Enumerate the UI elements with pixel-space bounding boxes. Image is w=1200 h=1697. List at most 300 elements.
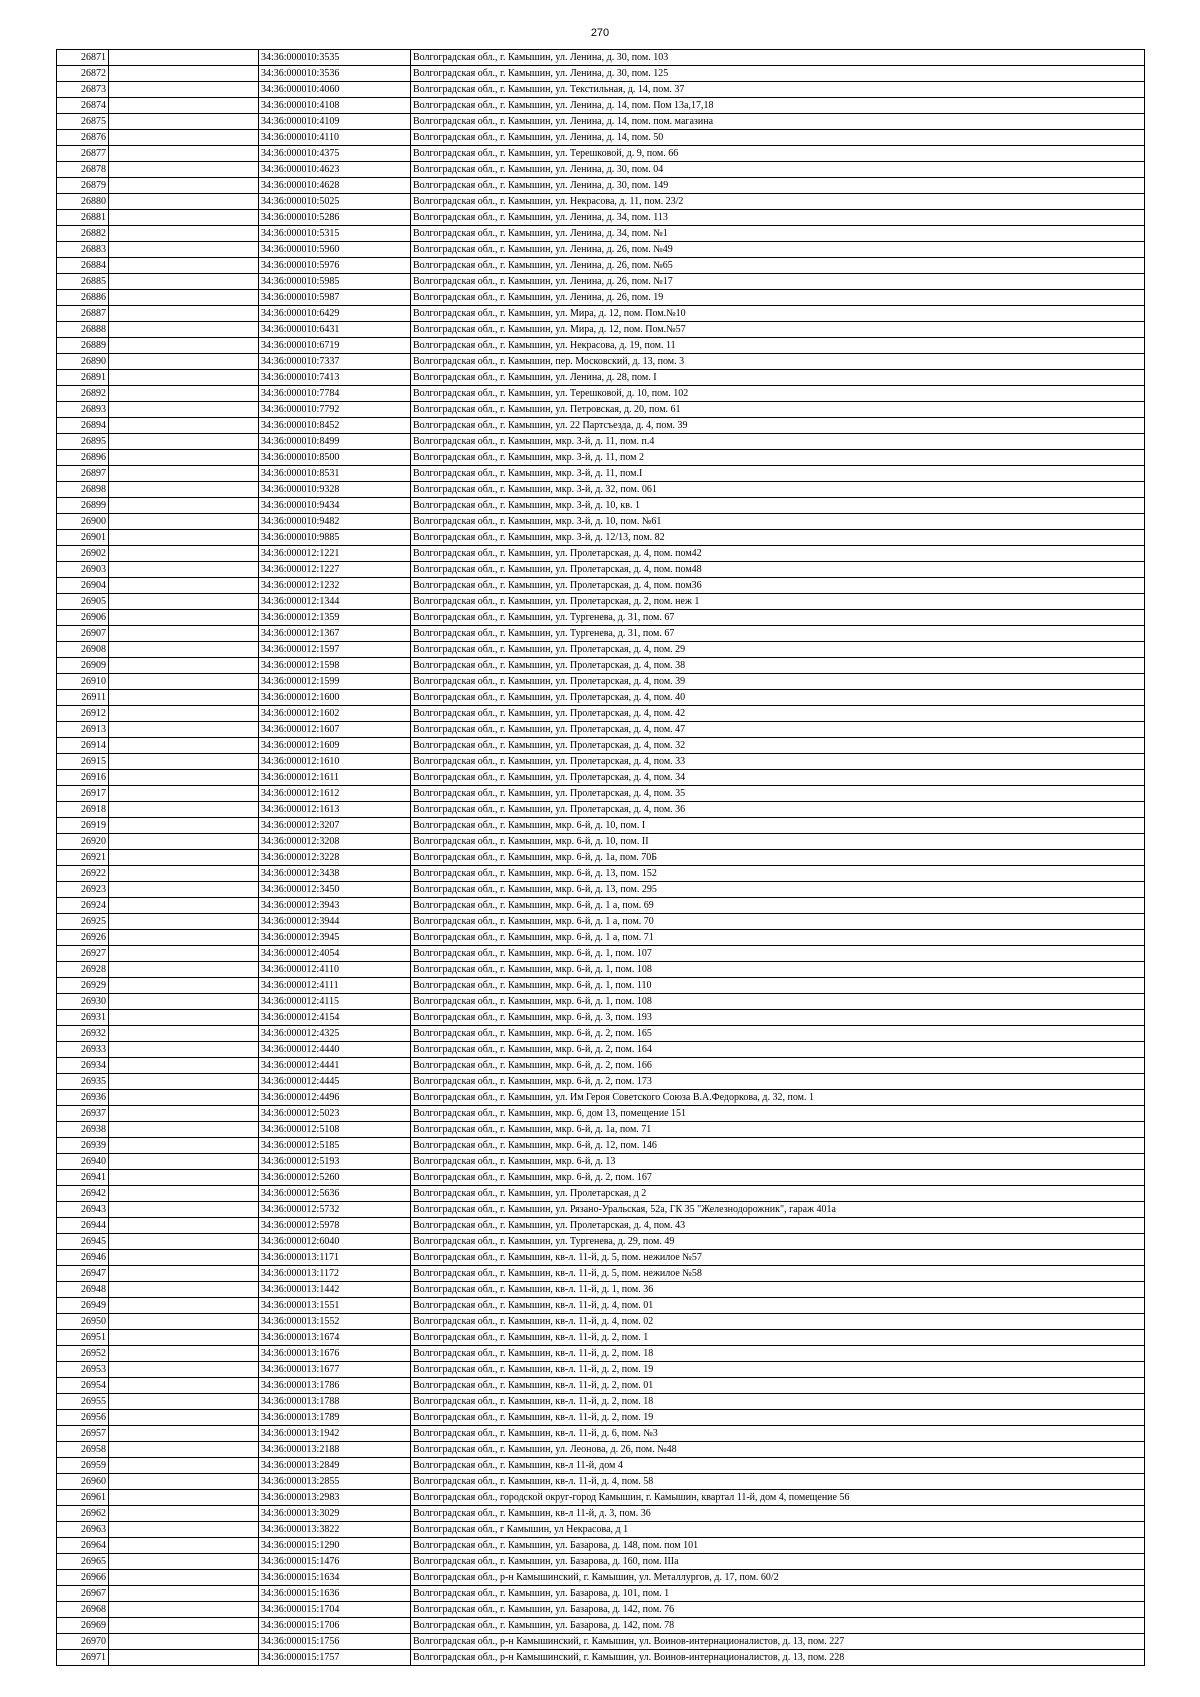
empty-cell (109, 1586, 259, 1602)
row-number-cell: 26940 (57, 1154, 109, 1170)
row-number-cell: 26928 (57, 962, 109, 978)
row-number-cell: 26966 (57, 1570, 109, 1586)
cadastral-number-cell: 34:36:000012:3208 (259, 834, 411, 850)
row-number-cell: 26934 (57, 1058, 109, 1074)
table-row (57, 850, 1145, 866)
row-number-cell: 26933 (57, 1042, 109, 1058)
table-row (57, 1570, 1145, 1586)
address-cell: Волгоградская обл., г. Камышин, ул. Ленина, д. 30, пом. 125 (411, 66, 1145, 82)
cadastral-number-cell: 34:36:000012:1609 (259, 738, 411, 754)
row-number-cell: 26874 (57, 98, 109, 114)
row-number-cell: 26947 (57, 1266, 109, 1282)
table-body (57, 50, 1145, 1666)
table-row (57, 226, 1145, 242)
table-row (57, 1122, 1145, 1138)
row-number-cell: 26899 (57, 498, 109, 514)
empty-cell (109, 930, 259, 946)
row-number-cell: 26951 (57, 1330, 109, 1346)
cadastral-number-cell: 34:36:000012:5185 (259, 1138, 411, 1154)
table-row (57, 834, 1145, 850)
cadastral-number-cell: 34:36:000010:4628 (259, 178, 411, 194)
table-row (57, 722, 1145, 738)
cadastral-number-cell: 34:36:000012:1232 (259, 578, 411, 594)
cadastral-number-cell: 34:36:000012:1607 (259, 722, 411, 738)
address-cell: Волгоградская обл., г. Камышин, ул. Ленина, д. 14, пом. 50 (411, 130, 1145, 146)
table-row (57, 1538, 1145, 1554)
address-cell: Волгоградская обл., г. Камышин, ул. Петровская, д. 20, пом. 61 (411, 402, 1145, 418)
row-number-cell: 26962 (57, 1506, 109, 1522)
empty-cell (109, 1282, 259, 1298)
address-cell: Волгоградская обл., г. Камышин, кв-л. 11-й, д. 2, пом. 01 (411, 1378, 1145, 1394)
address-cell: Волгоградская обл., г. Камышин, ул. Пролетарская, д. 4, пом. 36 (411, 802, 1145, 818)
empty-cell (109, 354, 259, 370)
empty-cell (109, 978, 259, 994)
property-registry-table (56, 49, 1145, 1666)
address-cell: Волгоградская обл., г. Камышин, ул. Пролетарская, д. 4, пом. 38 (411, 658, 1145, 674)
address-cell: Волгоградская обл., г. Камышин, ул. Мира, д. 12, пом. Пом.№57 (411, 322, 1145, 338)
cadastral-number-cell: 34:36:000012:3438 (259, 866, 411, 882)
table-row (57, 1250, 1145, 1266)
address-cell: Волгоградская обл., г. Камышин, ул. Тургенева, д. 31, пом. 67 (411, 626, 1145, 642)
row-number-cell: 26880 (57, 194, 109, 210)
table-row (57, 1602, 1145, 1618)
empty-cell (109, 866, 259, 882)
address-cell: Волгоградская обл., г. Камышин, ул. Базарова, д. 148, пом. пом 101 (411, 1538, 1145, 1554)
cadastral-number-cell: 34:36:000012:1610 (259, 754, 411, 770)
cadastral-number-cell: 34:36:000013:2188 (259, 1442, 411, 1458)
table-row (57, 178, 1145, 194)
address-cell: Волгоградская обл., г. Камышин, ул. Тургенева, д. 29, пом. 49 (411, 1234, 1145, 1250)
empty-cell (109, 146, 259, 162)
row-number-cell: 26929 (57, 978, 109, 994)
table-row (57, 114, 1145, 130)
address-cell: Волгоградская обл., г. Камышин, ул. Терешковой, д. 10, пом. 102 (411, 386, 1145, 402)
row-number-cell: 26965 (57, 1554, 109, 1570)
row-number-cell: 26961 (57, 1490, 109, 1506)
row-number-cell: 26969 (57, 1618, 109, 1634)
table-row (57, 610, 1145, 626)
address-cell: Волгоградская обл., городской округ-город Камышин, г. Камышин, квартал 11-й, дом 4, помещение 56 (411, 1490, 1145, 1506)
row-number-cell: 26932 (57, 1026, 109, 1042)
cadastral-number-cell: 34:36:000010:8452 (259, 418, 411, 434)
cadastral-number-cell: 34:36:000012:4440 (259, 1042, 411, 1058)
address-cell: Волгоградская обл., г. Камышин, ул. Ленина, д. 30, пом. 103 (411, 50, 1145, 66)
address-cell: Волгоградская обл., г. Камышин, кв-л. 11-й, д. 2, пом. 18 (411, 1346, 1145, 1362)
cadastral-number-cell: 34:36:000015:1706 (259, 1618, 411, 1634)
address-cell: Волгоградская обл., г. Камышин, ул. Ленина, д. 30, пом. 149 (411, 178, 1145, 194)
cadastral-number-cell: 34:36:000010:9885 (259, 530, 411, 546)
table-row (57, 1490, 1145, 1506)
empty-cell (109, 578, 259, 594)
empty-cell (109, 370, 259, 386)
row-number-cell: 26872 (57, 66, 109, 82)
empty-cell (109, 594, 259, 610)
cadastral-number-cell: 34:36:000010:5985 (259, 274, 411, 290)
table-row (57, 946, 1145, 962)
row-number-cell: 26959 (57, 1458, 109, 1474)
table-row (57, 1618, 1145, 1634)
address-cell: Волгоградская обл., г. Камышин, мкр. 6-й, д. 1, пом. 110 (411, 978, 1145, 994)
cadastral-number-cell: 34:36:000013:1789 (259, 1410, 411, 1426)
address-cell: Волгоградская обл., г. Камышин, мкр. 3-й, д. 10, кв. 1 (411, 498, 1145, 514)
address-cell: Волгоградская обл., г Камышин, ул Некрасова, д 1 (411, 1522, 1145, 1538)
row-number-cell: 26873 (57, 82, 109, 98)
cadastral-number-cell: 34:36:000012:4111 (259, 978, 411, 994)
cadastral-number-cell: 34:36:000012:4441 (259, 1058, 411, 1074)
row-number-cell: 26920 (57, 834, 109, 850)
empty-cell (109, 402, 259, 418)
address-cell: Волгоградская обл., г. Камышин, ул. Ленина, д. 26, пом. №49 (411, 242, 1145, 258)
row-number-cell: 26893 (57, 402, 109, 418)
empty-cell (109, 1314, 259, 1330)
empty-cell (109, 1074, 259, 1090)
table-row (57, 66, 1145, 82)
address-cell: Волгоградская обл., г. Камышин, кв-л. 11-й, д. 2, пом. 19 (411, 1410, 1145, 1426)
table-row (57, 914, 1145, 930)
cadastral-number-cell: 34:36:000010:4108 (259, 98, 411, 114)
empty-cell (109, 1250, 259, 1266)
address-cell: Волгоградская обл., г. Камышин, мкр. 3-й, д. 32, пом. 061 (411, 482, 1145, 498)
address-cell: Волгоградская обл., г. Камышин, ул. Пролетарская, д. 4, пом. 42 (411, 706, 1145, 722)
row-number-cell: 26879 (57, 178, 109, 194)
cadastral-number-cell: 34:36:000012:4110 (259, 962, 411, 978)
cadastral-number-cell: 34:36:000015:1756 (259, 1634, 411, 1650)
empty-cell (109, 1634, 259, 1650)
table-row (57, 1170, 1145, 1186)
address-cell: Волгоградская обл., г. Камышин, кв-л. 11-й, д. 5, пом. нежилое №57 (411, 1250, 1145, 1266)
table-row (57, 1042, 1145, 1058)
address-cell: Волгоградская обл., г. Камышин, мкр. 6-й, д. 3, пом. 193 (411, 1010, 1145, 1026)
row-number-cell: 26909 (57, 658, 109, 674)
address-cell: Волгоградская обл., г. Камышин, ул. Ленина, д. 34, пом. №1 (411, 226, 1145, 242)
cadastral-number-cell: 34:36:000012:5978 (259, 1218, 411, 1234)
row-number-cell: 26912 (57, 706, 109, 722)
cadastral-number-cell: 34:36:000012:3450 (259, 882, 411, 898)
empty-cell (109, 1218, 259, 1234)
table-row (57, 706, 1145, 722)
table-row (57, 866, 1145, 882)
address-cell: Волгоградская обл., г. Камышин, кв-л. 11-й, д. 2, пом. 18 (411, 1394, 1145, 1410)
row-number-cell: 26970 (57, 1634, 109, 1650)
table-row (57, 98, 1145, 114)
cadastral-number-cell: 34:36:000015:1704 (259, 1602, 411, 1618)
row-number-cell: 26914 (57, 738, 109, 754)
address-cell: Волгоградская обл., г. Камышин, мкр. 6-й, д. 1, пом. 108 (411, 994, 1145, 1010)
cadastral-number-cell: 34:36:000012:3943 (259, 898, 411, 914)
table-row (57, 1074, 1145, 1090)
row-number-cell: 26925 (57, 914, 109, 930)
cadastral-number-cell: 34:36:000010:5025 (259, 194, 411, 210)
empty-cell (109, 1410, 259, 1426)
address-cell: Волгоградская обл., г. Камышин, ул. Пролетарская, д. 4, пом. 40 (411, 690, 1145, 706)
cadastral-number-cell: 34:36:000013:1172 (259, 1266, 411, 1282)
empty-cell (109, 242, 259, 258)
empty-cell (109, 754, 259, 770)
table-row (57, 482, 1145, 498)
row-number-cell: 26926 (57, 930, 109, 946)
cadastral-number-cell: 34:36:000012:5193 (259, 1154, 411, 1170)
table-row (57, 402, 1145, 418)
table-row (57, 1346, 1145, 1362)
address-cell: Волгоградская обл., г. Камышин, ул. Пролетарская, д 2 (411, 1186, 1145, 1202)
cadastral-number-cell: 34:36:000010:7784 (259, 386, 411, 402)
empty-cell (109, 114, 259, 130)
address-cell: Волгоградская обл., г. Камышин, кв-л. 11-й, д. 4, пом. 02 (411, 1314, 1145, 1330)
table-row (57, 322, 1145, 338)
empty-cell (109, 82, 259, 98)
table-row (57, 1442, 1145, 1458)
row-number-cell: 26901 (57, 530, 109, 546)
address-cell: Волгоградская обл., г. Камышин, мкр. 6-й, д. 1а, пом. 70Б (411, 850, 1145, 866)
row-number-cell: 26964 (57, 1538, 109, 1554)
empty-cell (109, 514, 259, 530)
cadastral-number-cell: 34:36:000013:1788 (259, 1394, 411, 1410)
row-number-cell: 26948 (57, 1282, 109, 1298)
table-row (57, 594, 1145, 610)
table-row (57, 930, 1145, 946)
cadastral-number-cell: 34:36:000015:1634 (259, 1570, 411, 1586)
empty-cell (109, 658, 259, 674)
table-row (57, 546, 1145, 562)
row-number-cell: 26919 (57, 818, 109, 834)
row-number-cell: 26924 (57, 898, 109, 914)
row-number-cell: 26941 (57, 1170, 109, 1186)
row-number-cell: 26967 (57, 1586, 109, 1602)
table-row (57, 498, 1145, 514)
table-row (57, 450, 1145, 466)
table-row (57, 1058, 1145, 1074)
table-row (57, 1186, 1145, 1202)
table-row (57, 818, 1145, 834)
row-number-cell: 26955 (57, 1394, 109, 1410)
row-number-cell: 26944 (57, 1218, 109, 1234)
cadastral-number-cell: 34:36:000010:7413 (259, 370, 411, 386)
cadastral-number-cell: 34:36:000012:4445 (259, 1074, 411, 1090)
row-number-cell: 26931 (57, 1010, 109, 1026)
empty-cell (109, 914, 259, 930)
address-cell: Волгоградская обл., г. Камышин, мкр. 6-й, д. 13 (411, 1154, 1145, 1170)
cadastral-number-cell: 34:36:000015:1757 (259, 1650, 411, 1666)
address-cell: Волгоградская обл., г. Камышин, мкр. 6-й, д. 13, пом. 295 (411, 882, 1145, 898)
table-row (57, 1554, 1145, 1570)
row-number-cell: 26891 (57, 370, 109, 386)
cadastral-number-cell: 34:36:000010:4375 (259, 146, 411, 162)
empty-cell (109, 962, 259, 978)
table-row (57, 338, 1145, 354)
table-row (57, 1650, 1145, 1666)
address-cell: Волгоградская обл., г. Камышин, мкр. 6-й, д. 1 а, пом. 69 (411, 898, 1145, 914)
empty-cell (109, 834, 259, 850)
cadastral-number-cell: 34:36:000010:8499 (259, 434, 411, 450)
table-row (57, 1154, 1145, 1170)
row-number-cell: 26949 (57, 1298, 109, 1314)
address-cell: Волгоградская обл., г. Камышин, мкр. 6-й, д. 12, пом. 146 (411, 1138, 1145, 1154)
cadastral-number-cell: 34:36:000012:5732 (259, 1202, 411, 1218)
table-row (57, 194, 1145, 210)
address-cell: Волгоградская обл., г. Камышин, ул. Пролетарская, д. 4, пом. 35 (411, 786, 1145, 802)
table-row (57, 530, 1145, 546)
table-row (57, 1634, 1145, 1650)
table-row (57, 1266, 1145, 1282)
empty-cell (109, 770, 259, 786)
row-number-cell: 26877 (57, 146, 109, 162)
table-row (57, 418, 1145, 434)
empty-cell (109, 1554, 259, 1570)
table-row (57, 1458, 1145, 1474)
cadastral-number-cell: 34:36:000012:1598 (259, 658, 411, 674)
row-number-cell: 26916 (57, 770, 109, 786)
address-cell: Волгоградская обл., р-н Камышинский, г. Камышин, ул. Металлургов, д. 17, пом. 60/2 (411, 1570, 1145, 1586)
table-row (57, 1474, 1145, 1490)
empty-cell (109, 1378, 259, 1394)
row-number-cell: 26905 (57, 594, 109, 610)
cadastral-number-cell: 34:36:000015:1290 (259, 1538, 411, 1554)
cadastral-number-cell: 34:36:000010:5976 (259, 258, 411, 274)
empty-cell (109, 818, 259, 834)
empty-cell (109, 1298, 259, 1314)
address-cell: Волгоградская обл., г. Камышин, мкр. 6-й, д. 2, пом. 167 (411, 1170, 1145, 1186)
page-number: 270 (590, 27, 610, 39)
empty-cell (109, 898, 259, 914)
row-number-cell: 26881 (57, 210, 109, 226)
table-row (57, 210, 1145, 226)
address-cell: Волгоградская обл., г. Камышин, ул. Пролетарская, д. 4, пом. пом48 (411, 562, 1145, 578)
empty-cell (109, 722, 259, 738)
empty-cell (109, 1474, 259, 1490)
empty-cell (109, 1330, 259, 1346)
cadastral-number-cell: 34:36:000013:2983 (259, 1490, 411, 1506)
row-number-cell: 26956 (57, 1410, 109, 1426)
empty-cell (109, 1458, 259, 1474)
row-number-cell: 26871 (57, 50, 109, 66)
cadastral-number-cell: 34:36:000010:6429 (259, 306, 411, 322)
row-number-cell: 26936 (57, 1090, 109, 1106)
cadastral-number-cell: 34:36:000012:1597 (259, 642, 411, 658)
table-row (57, 1410, 1145, 1426)
row-number-cell: 26939 (57, 1138, 109, 1154)
address-cell: Волгоградская обл., г. Камышин, мкр. 3-й, д. 11, пом.I (411, 466, 1145, 482)
address-cell: Волгоградская обл., г. Камышин, ул. Терешковой, д. 9, пом. 66 (411, 146, 1145, 162)
table-row (57, 1586, 1145, 1602)
empty-cell (109, 258, 259, 274)
address-cell: Волгоградская обл., г. Камышин, ул. Базарова, д. 142, пом. 76 (411, 1602, 1145, 1618)
cadastral-number-cell: 34:36:000012:3228 (259, 850, 411, 866)
row-number-cell: 26906 (57, 610, 109, 626)
address-cell: Волгоградская обл., г. Камышин, мкр. 6-й, д. 10, пом. II (411, 834, 1145, 850)
empty-cell (109, 1138, 259, 1154)
address-cell: Волгоградская обл., г. Камышин, ул. Ленина, д. 30, пом. 04 (411, 162, 1145, 178)
empty-cell (109, 1602, 259, 1618)
empty-cell (109, 178, 259, 194)
empty-cell (109, 338, 259, 354)
address-cell: Волгоградская обл., г. Камышин, кв-л 11-й, д. 3, пом. 36 (411, 1506, 1145, 1522)
address-cell: Волгоградская обл., г. Камышин, ул. Пролетарская, д. 4, пом. 33 (411, 754, 1145, 770)
table-row (57, 370, 1145, 386)
table-row (57, 994, 1145, 1010)
empty-cell (109, 786, 259, 802)
empty-cell (109, 1394, 259, 1410)
table-row (57, 1106, 1145, 1122)
cadastral-number-cell: 34:36:000013:1674 (259, 1330, 411, 1346)
row-number-cell: 26890 (57, 354, 109, 370)
row-number-cell: 26946 (57, 1250, 109, 1266)
table-row (57, 738, 1145, 754)
table-row (57, 1202, 1145, 1218)
address-cell: Волгоградская обл., г. Камышин, ул. Ленина, д. 26, пом. 19 (411, 290, 1145, 306)
table-row (57, 1026, 1145, 1042)
table-row (57, 658, 1145, 674)
address-cell: Волгоградская обл., г. Камышин, ул. Ленина, д. 26, пом. №17 (411, 274, 1145, 290)
empty-cell (109, 1154, 259, 1170)
cadastral-number-cell: 34:36:000010:5315 (259, 226, 411, 242)
address-cell: Волгоградская обл., г. Камышин, ул. Ленина, д. 14, пом. Пом 13а,17,18 (411, 98, 1145, 114)
address-cell: Волгоградская обл., г. Камышин, ул. Пролетарская, д. 4, пом. пом42 (411, 546, 1145, 562)
address-cell: Волгоградская обл., г. Камышин, кв-л. 11-й, д. 2, пом. 1 (411, 1330, 1145, 1346)
empty-cell (109, 946, 259, 962)
address-cell: Волгоградская обл., г. Камышин, кв-л. 11-й, д. 6, пом. №3 (411, 1426, 1145, 1442)
table-row (57, 1330, 1145, 1346)
empty-cell (109, 1058, 259, 1074)
cadastral-number-cell: 34:36:000015:1476 (259, 1554, 411, 1570)
address-cell: Волгоградская обл., г. Камышин, кв-л. 11-й, д. 5, пом. нежилое №58 (411, 1266, 1145, 1282)
table-row (57, 1138, 1145, 1154)
row-number-cell: 26954 (57, 1378, 109, 1394)
table-row (57, 466, 1145, 482)
address-cell: Волгоградская обл., г. Камышин, мкр. 6, дом 13, помещение 151 (411, 1106, 1145, 1122)
row-number-cell: 26910 (57, 674, 109, 690)
cadastral-number-cell: 34:36:000012:1611 (259, 770, 411, 786)
row-number-cell: 26892 (57, 386, 109, 402)
cadastral-number-cell: 34:36:000010:5960 (259, 242, 411, 258)
address-cell: Волгоградская обл., г. Камышин, ул. Текстильная, д. 14, пом. 37 (411, 82, 1145, 98)
row-number-cell: 26895 (57, 434, 109, 450)
table-row (57, 50, 1145, 66)
address-cell: Волгоградская обл., г. Камышин, пер. Московский, д. 13, пом. 3 (411, 354, 1145, 370)
cadastral-number-cell: 34:36:000012:4325 (259, 1026, 411, 1042)
address-cell: Волгоградская обл., г. Камышин, кв-л. 11-й, д. 4, пом. 01 (411, 1298, 1145, 1314)
empty-cell (109, 418, 259, 434)
empty-cell (109, 162, 259, 178)
table-row (57, 434, 1145, 450)
row-number-cell: 26927 (57, 946, 109, 962)
empty-cell (109, 450, 259, 466)
cadastral-number-cell: 34:36:000012:4496 (259, 1090, 411, 1106)
address-cell: Волгоградская обл., г. Камышин, ул. Пролетарская, д. 2, пом. неж 1 (411, 594, 1145, 610)
table-row (57, 290, 1145, 306)
address-cell: Волгоградская обл., г. Камышин, кв-л. 11-й, д. 1, пом. 36 (411, 1282, 1145, 1298)
address-cell: Волгоградская обл., г. Камышин, ул. Тургенева, д. 31, пом. 67 (411, 610, 1145, 626)
row-number-cell: 26882 (57, 226, 109, 242)
row-number-cell: 26897 (57, 466, 109, 482)
row-number-cell: 26875 (57, 114, 109, 130)
cadastral-number-cell: 34:36:000012:5260 (259, 1170, 411, 1186)
empty-cell (109, 1362, 259, 1378)
table-row (57, 770, 1145, 786)
row-number-cell: 26889 (57, 338, 109, 354)
address-cell: Волгоградская обл., г. Камышин, мкр. 3-й, д. 10, пом. №61 (411, 514, 1145, 530)
address-cell: Волгоградская обл., г. Камышин, ул. Леонова, д. 26, пом. №48 (411, 1442, 1145, 1458)
cadastral-number-cell: 34:36:000012:3944 (259, 914, 411, 930)
empty-cell (109, 386, 259, 402)
cadastral-number-cell: 34:36:000013:1442 (259, 1282, 411, 1298)
address-cell: Волгоградская обл., г. Камышин, мкр. 3-й, д. 11, пом. п.4 (411, 434, 1145, 450)
empty-cell (109, 1042, 259, 1058)
table-row (57, 354, 1145, 370)
table-row (57, 962, 1145, 978)
empty-cell (109, 194, 259, 210)
address-cell: Волгоградская обл., г. Камышин, ул. Некрасова, д. 19, пом. 11 (411, 338, 1145, 354)
address-cell: Волгоградская обл., г. Камышин, кв-л. 11-й, д. 2, пом. 19 (411, 1362, 1145, 1378)
